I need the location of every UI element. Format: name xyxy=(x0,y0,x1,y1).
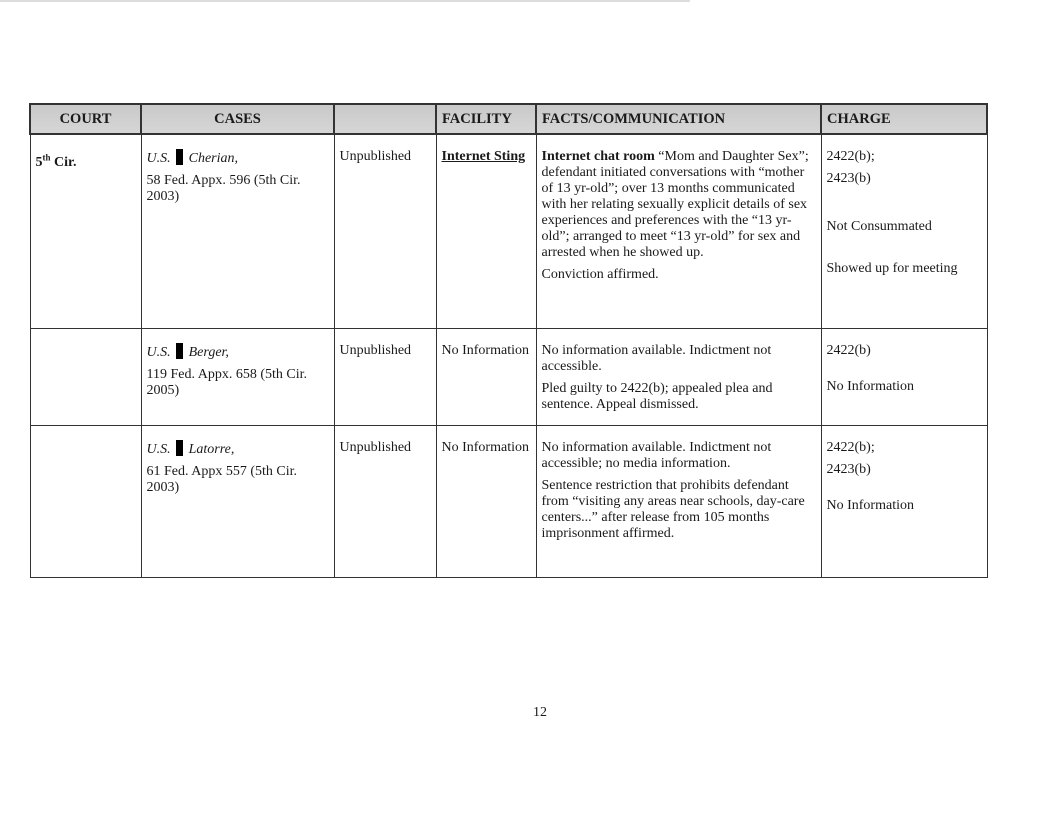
charge: 2423(b) xyxy=(826,461,871,477)
charge: 2423(b) xyxy=(826,171,871,186)
table-row xyxy=(30,328,987,425)
charge-note: Not Consummated xyxy=(826,219,932,234)
case-prefix: U.S. xyxy=(146,441,171,457)
status-cell: Unpublished xyxy=(334,328,436,425)
court-cell xyxy=(30,425,141,577)
header-facts: FACTS/COMMUNICATION xyxy=(536,104,821,134)
case-prefix: U.S. xyxy=(146,151,171,166)
page-number: 12 xyxy=(533,705,547,720)
court-cell: 5th Cir. xyxy=(30,134,141,328)
table-row xyxy=(30,425,987,577)
header-blank xyxy=(334,104,436,134)
status-cell: Unpublished xyxy=(334,425,436,577)
case-name: Cherian, xyxy=(188,151,239,166)
header-court: COURT xyxy=(30,104,141,134)
facility-text: Internet Sting xyxy=(441,149,526,164)
citation: 58 Fed. Appx. 596 (5th Cir. 2003) xyxy=(146,173,301,204)
scan-edge xyxy=(0,0,690,2)
citation: 119 Fed. Appx. 658 (5th Cir. 2005) xyxy=(146,366,307,398)
facts-outcome: Sentence restriction that prohibits defendant from “visiting any areas near schools, day-care centers...” after release from 105 months imprisonment affirmed. xyxy=(541,477,805,541)
charge-cell xyxy=(821,134,987,328)
redaction xyxy=(176,149,183,165)
redaction xyxy=(176,343,183,359)
charge-note: No Information xyxy=(826,497,914,513)
header-row xyxy=(30,104,987,134)
charge-note: No Information xyxy=(826,378,914,394)
facts-outcome: Pled guilty to 2422(b); appealed plea and sentence. Appeal dismissed. xyxy=(541,380,773,412)
facts-text: “Mom and Daughter Sex”; defendant initiated conversations with “mother of 13 yr-old”; over 13 months communicated with her relating sexually explicit details of sex experiences and preferences with the “13 yr-old”; arranged to meet “13 yr-old” for sex and arrested when he showed up. xyxy=(541,149,809,260)
facts-outcome: Conviction affirmed. xyxy=(541,267,659,282)
facility-cell: No Information xyxy=(436,328,536,425)
facts-cell xyxy=(536,134,821,328)
facility-cell: No Information xyxy=(436,425,536,577)
citation: 61 Fed. Appx 557 (5th Cir. 2003) xyxy=(146,463,298,495)
facts-bold: Internet chat room xyxy=(541,149,655,164)
case-name: Latorre, xyxy=(188,441,235,457)
charge: 2422(b); xyxy=(826,439,875,455)
facts-cell xyxy=(536,425,821,577)
case-table xyxy=(29,103,988,578)
facility-cell xyxy=(436,134,536,328)
charge-cell xyxy=(821,328,987,425)
facts-cell xyxy=(536,328,821,425)
case-cell xyxy=(141,328,334,425)
charge-cell xyxy=(821,425,987,577)
header-facility: FACILITY xyxy=(436,104,536,134)
redaction xyxy=(176,440,183,456)
case-cell xyxy=(141,425,334,577)
court-cell xyxy=(30,328,141,425)
charge-note: Showed up for meeting xyxy=(826,261,958,276)
facts-text: No information available. Indictment not accessible; no media information. xyxy=(541,439,772,471)
header-charge: CHARGE xyxy=(821,104,987,134)
facts-text: No information available. Indictment not accessible. xyxy=(541,342,772,374)
case-prefix: U.S. xyxy=(146,344,171,360)
case-name: Berger, xyxy=(188,344,229,360)
header-cases: CASES xyxy=(141,104,334,134)
case-cell xyxy=(141,134,334,328)
status-cell: Unpublished xyxy=(334,134,436,328)
charge: 2422(b) xyxy=(826,342,871,358)
charge: 2422(b); xyxy=(826,149,875,164)
table-row xyxy=(30,134,987,328)
